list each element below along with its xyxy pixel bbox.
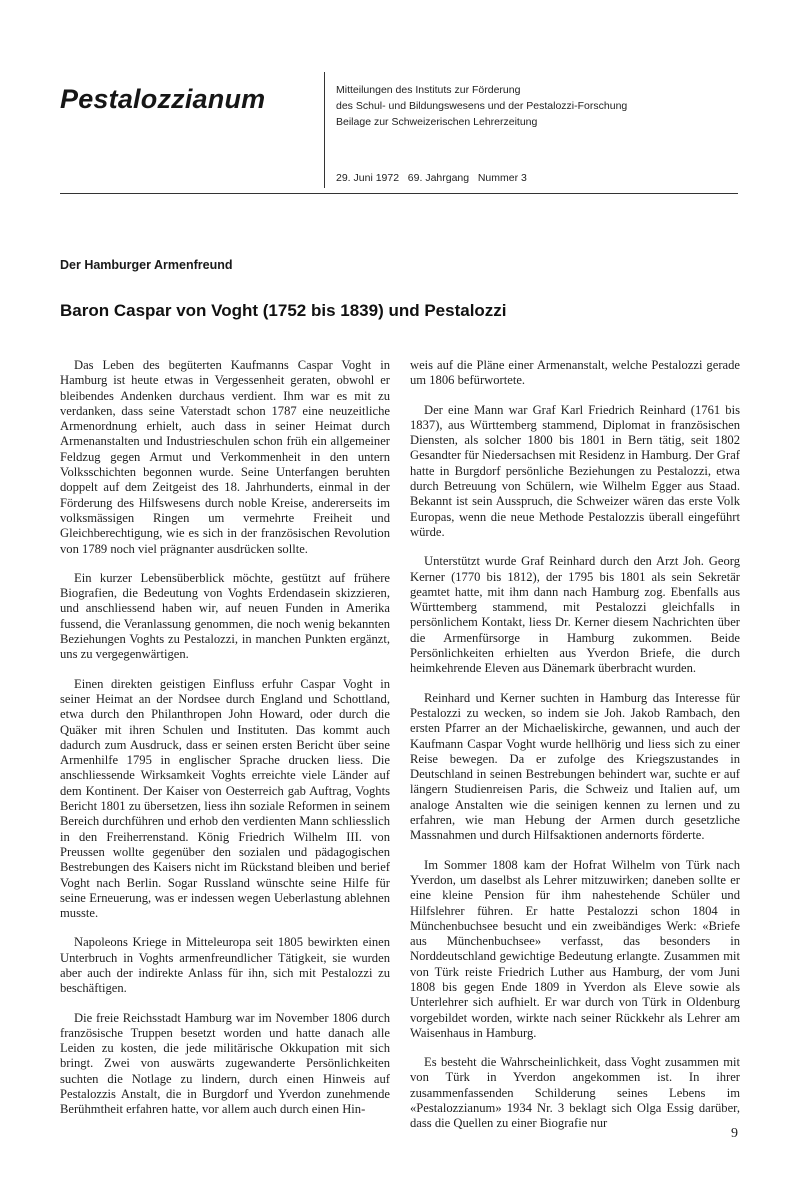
journal-title: Pestalozzianum (60, 84, 266, 114)
left-column (60, 358, 390, 1132)
paragraph: Der eine Mann war Graf Karl Friedrich Reinhard (1761 bis 1837), aus Württemberg stammend, Diplomat in französischen Diensten, als solcher 1800 bis 1801 in Bern tätig, seit 1802 Gesandter für Niedersachsen mit Residenz in Hamburg. Der Graf hatte in Burgdorf persönliche Beziehungen zu Pestalozzi, etwa durch Betreuung von Schülern, wie Wilhelm Egger aus Staad. Bekannt ist sein Ausspruch, die Schweizer wären das erste Volk Europas, wenn die neue Methode Pestalozzis überall eingeführt würde. (410, 402, 740, 539)
paragraph: Ein kurzer Lebensüberblick möchte, gestützt auf frühere Biografien, die Bedeutung von Voghts Erdendasein skizzieren, und anschliessend haben wir, auf neuen Funden in Amerika fussend, die Veranlassung genommen, die noch wenig bekannten Beziehungen Voghts zu Pestalozzi, in manchen Punkten ergänzt, uns zu vergegenwärtigen. (60, 570, 390, 662)
paragraph: Reinhard und Kerner suchten in Hamburg das Interesse für Pestalozzi zu wecken, so indem sie Joh. Jakob Rambach, den ersten Pfarrer an der Michaeliskirche, gewannen, und auch der Kaufmann Caspar Voght wurde hellhörig und liess sich zu einer Reise bewegen. Da er zufolge des Kriegszustandes in Deutschland in seinen Bestrebungen behindert war, suchte er auf längern Studienreisen Paris, die Schweiz und Italien auf, um analoge Anstalten wie die seinigen kennen zu lernen und zu erfahren, wie man Hebung der Armen durch gesetzliche Massnahmen und durch Hilfsaktionen andernorts förderte. (410, 690, 740, 843)
paragraph: Es besteht die Wahrscheinlichkeit, dass Voght zusammen mit von Türk in Yverdon angekommen ist. In ihrer zusammenfassenden Schilderung seines Lebens im «Pestalozzianum» 1934 Nr. 3 beklagt sich Olga Essig darüber, dass die Quellen zu einer Biografie nur (410, 1055, 740, 1131)
masthead-info-line: des Schul- und Bildungswesens und der Pestalozzi-Forschung (336, 100, 628, 112)
paragraph-continuation: weis auf die Pläne einer Armenanstalt, welche Pestalozzi gerade um 1806 befürwortete. (410, 358, 740, 388)
paragraph: Napoleons Kriege in Mitteleuropa seit 1805 bewirkten einen Unterbruch in Voghts armenfreundlicher Tätigkeit, sie wurden aber auch der indirekte Anlass für ihn, sich mit Pestalozzi zu beschäftigen. (60, 935, 390, 996)
paragraph: Im Sommer 1808 kam der Hofrat Wilhelm von Türk nach Yverdon, um daselbst als Lehrer mitzuwirken; daneben sollte er eine kleine Pension für ihm nahestehende Schüler und Hilfslehrer führen. Er hatte Pestalozzi schon 1804 in Münchenbuchsee besucht und ein zweibändiges Werk: «Briefe aus Münchenbuchsee» verfasst, das besonders in Norddeutschland gewichtige Bedeutung erlangte. Zusammen mit von Türk reiste Friedrich Luther aus Hamburg, der vom Juni 1808 bis gegen Ende 1809 in Yverdon als Eleve sowie als Unterlehrer sich aufhielt. Er war durch von Türk in Oldenburg vorgebildet worden, wirkte nach seiner Rückkehr als Lehrer am Waisenhaus in Hamburg. (410, 857, 740, 1040)
paragraph: Die freie Reichsstadt Hamburg war im November 1806 durch französische Truppen besetzt worden und hatte danach alle Leiden zu kosten, die jede militärische Okkupation mit sich bringt. Zwei von auswärts zugewanderte Persönlichkeiten suchten die Notlage zu lindern, durch einen Hinweis auf Pestalozzis Anstalt, die in Burgdorf und Yverdon zunehmende Berühmtheit erfahren hatte, vor allem auch durch einen Hin- (60, 1010, 390, 1117)
issue-line: 29. Juni 1972 69. Jahrgang Nummer 3 (336, 172, 527, 184)
masthead-rule (60, 193, 738, 194)
right-column (410, 358, 740, 1146)
masthead-info-line: Beilage zur Schweizerischen Lehrerzeitung (336, 116, 538, 128)
page-number: 9 (731, 1126, 738, 1141)
section-title: Der Hamburger Armenfreund (60, 258, 233, 272)
masthead-info (336, 82, 627, 130)
article-title: Baron Caspar von Voght (1752 bis 1839) und Pestalozzi (60, 301, 507, 320)
masthead-info-line: Mitteilungen des Instituts zur Förderung (336, 84, 521, 96)
paragraph: Einen direkten geistigen Einfluss erfuhr Caspar Voght in seiner Heimat an der Nordsee durch England und Schottland, etwa durch den Philanthropen John Howard, oder durch die Quäker mit ihren Schulen und Instituten. Das kommt auch dadurch zum Ausdruck, dass er seinen ersten Bericht über seine Armenhilfe 1795 in englischer Sprache drucken liess. Die anschliessende Wirksamkeit Voghts erreichte viele Länder auf dem Kontinent. Der Kaiser von Oesterreich gab Auftrag, Voghts Bericht 1801 zu übersetzen, liess ihn soziale Reformen in seinem Bereich durchführen und erhob den verdienten Mann schliesslich in den Freiherrenstand. König Friedrich Wilhelm III. von Preussen wollte gegenüber den sozialen und pädagogischen Bestrebungen des Kaisers nicht im Rückstand bleiben und berief Voght nach Berlin. Sogar Russland wünschte seine Hilfe für seine Erneuerung, was er indessen wegen Ueberlastung ablehnen musste. (60, 676, 390, 921)
paragraph: Unterstützt wurde Graf Reinhard durch den Arzt Joh. Georg Kerner (1770 bis 1812), der 1795 bis 1801 als sein Sekretär geamtet hatte, mit ihm dann nach Hamburg zog. Ebenfalls aus Württemberg stammend, mit Pestalozzi gleichfalls in persönlichem Kontakt, liess Dr. Kerner diesem Nachrichten über die Armenfürsorge in Hamburg zukommen. Beide Persönlichkeiten erhielten aus Yverdon Briefe, die durch heimkehrende Eleven aus Dänemark überbracht wurden. (410, 554, 740, 676)
masthead-divider (324, 72, 325, 188)
paragraph: Das Leben des begüterten Kaufmanns Caspar Voght in Hamburg ist heute etwas in Vergessenheit geraten, obwohl er bleibendes Andenken durchaus verdient. Ihm war es mit zu verdanken, dass seine Vaterstadt schon 1787 eine neuzeitliche Armenordnung erhielt, auch dass in seiner Heimat durch Armenanstalten und Industrieschulen schon früh ein allgemeiner Feldzug gegen Armut und Verkommenheit in den untern Volksschichten begonnen wurde. Seine Unterfangen beruhten doppelt auf dem Zeitgeist des 18. Jahrhunderts, einmal in der Förderung des Hilfswesens durch noble Kreise, andererseits im volksmässigen Ringen um vermehrte Freiheit und Gleichberechtigung, wie es sich in der französischen Revolution von 1789 noch viel prägnanter ausdrücken sollte. (60, 358, 390, 556)
